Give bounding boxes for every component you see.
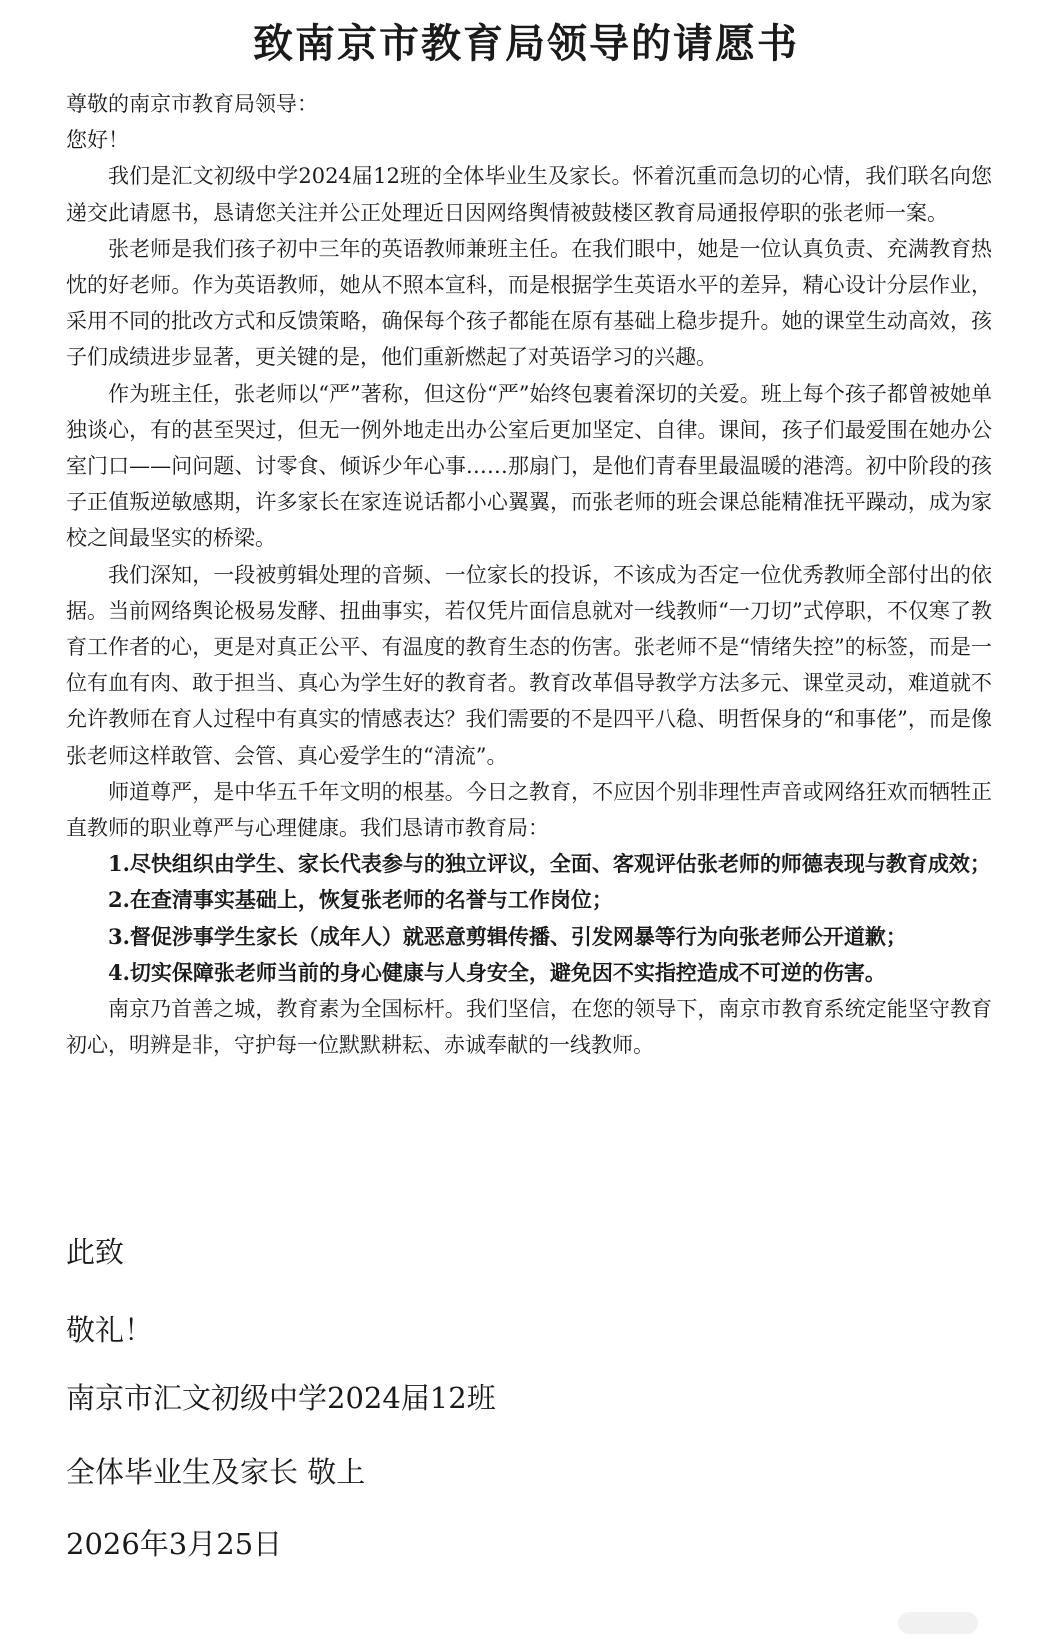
request-item: 4.切实保障张老师当前的身心健康与人身安全，避免因不实指控造成不可逆的伤害。 [108,959,886,985]
letter-date: 2026年3月25日 [66,1527,283,1561]
paragraph-argument: 我们深知，一段被剪辑处理的音频、一位家长的投诉，不该成为否定一位优秀教师全部付出的依据。当前网络舆论极易发酵、扭曲事实，若仅凭片面信息就对一线教师“一刀切”式停职，不仅寒了教育工作者的心，更是对真正公平、有温度的教育生态的伤害。张老师不是“情绪失控”的标签，而是一位有血有肉、敢于担当、真心为学生好的教育者。教育改革倡导教学方法多元、课堂灵动，难道就不允许教师在育人过程中有真实的情感表达？我们需要的不是四平八稳、明哲保身的“和事佬”，而是像张老师这样敢管、会管、真心爱学生的“清流”。 [66,562,992,768]
closing-line-2: 敬礼！ [66,1313,154,1347]
request-item: 1.尽快组织由学生、家长代表参与的独立评议，全面、客观评估张老师的师德表现与教育成效； [108,851,991,877]
paragraph-conclusion: 南京乃首善之城，教育素为全国标杆。我们坚信，在您的领导下，南京市教育系统定能坚守教育初心，明辨是非，守护每一位默默耕耘、赤诚奉献的一线教师。 [66,997,992,1058]
greeting: 您好！ [66,128,129,153]
paragraph-request-intro: 师道尊严，是中华五千年文明的根基。今日之教育，不应因个别非理性声音或网络狂欢而牺牲正直教师的职业尊严与心理健康。我们恳请市教育局： [66,779,992,841]
sender-name: 南京市汇文初级中学2024届12班 [66,1381,496,1415]
request-item: 3.督促涉事学生家长（成年人）就恶意剪辑传播、引发网暴等行为向张老师公开道歉； [108,923,907,949]
watermark-icon [898,1612,978,1634]
paragraph-teacher: 张老师是我们孩子初中三年的英语教师兼班主任。在我们眼中，她是一位认真负责、充满教育热忱的好老师。作为英语教师，她从不照本宣科，而是根据学生英语水平的差异，精心设计分层作业，采用不同的批改方式和反馈策略，确保每个孩子都能在原有基础上稳步提升。她的课堂生动高效，孩子们成绩进步显著，更关键的是，他们重新燃起了对英语学习的兴趣。 [66,236,992,370]
signers: 全体毕业生及家长 敬上 [66,1455,366,1489]
paragraph-intro: 我们是汇文初级中学2024届12班的全体毕业生及家长。怀着沉重而急切的心情，我们联名向您递交此请愿书，恳请您关注并公正处理近日因网络舆情被鼓楼区教育局通报停职的张老师一案。 [66,164,992,225]
paragraph-class-teacher: 作为班主任，张老师以“严”著称，但这份“严”始终包裹着深切的关爱。班上每个孩子都曾被她单独谈心，有的甚至哭过，但无一例外地走出办公室后更加坚定、自律。课间，孩子们最爱围在她办公室门口——问问题、讨零食、倾诉少年心事……那扇门，是他们青春里最温暖的港湾。初中阶段的孩子正值叛逆敏感期，许多家长在家连说话都小心翼翼，而张老师的班会课总能精准抚平躁动，成为家校之间最坚实的桥梁。 [66,381,992,551]
page-title: 致南京市教育局领导的请愿书 [253,21,799,67]
request-item: 2.在查清事实基础上，恢复张老师的名誉与工作岗位； [108,887,613,913]
letter-body [66,86,992,1063]
closing-line-1: 此致 [66,1235,125,1269]
salutation: 尊敬的南京市教育局领导： [66,92,318,116]
